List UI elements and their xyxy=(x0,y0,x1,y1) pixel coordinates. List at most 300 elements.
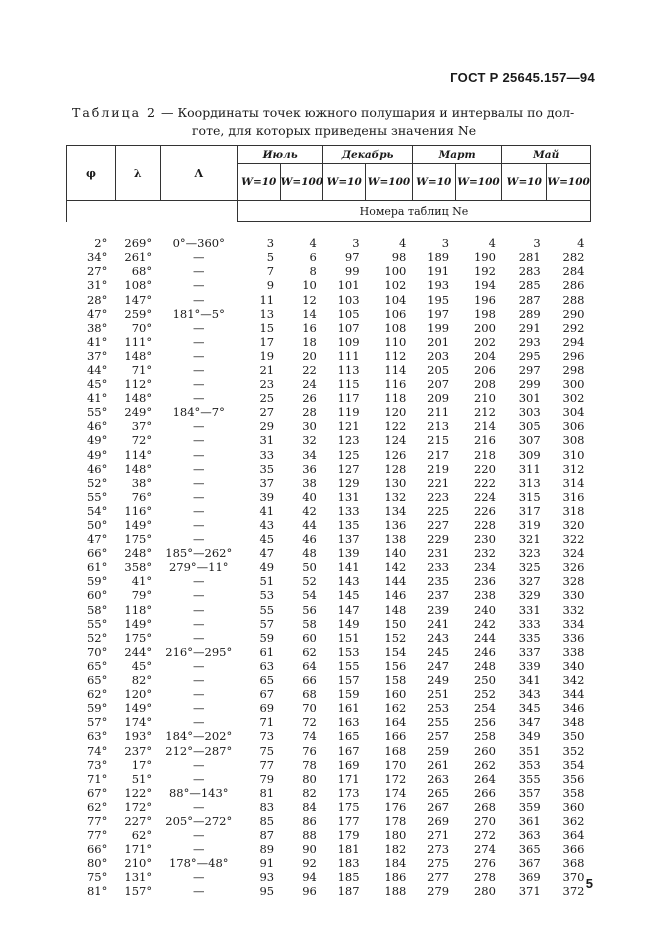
caption-line-1: — Координаты точек южного полушария и интервалы по дол- xyxy=(157,105,575,120)
cell-may-w100: 314 xyxy=(562,475,585,490)
cell-july-w100: 70 xyxy=(302,701,317,716)
cell-december-w100: 150 xyxy=(384,616,407,631)
caption-line-2: готе, для которых приведены значения Ne xyxy=(192,123,477,138)
header-month-december: Декабрь xyxy=(323,146,413,164)
cell-range: — xyxy=(193,447,205,462)
cell-december-w100: 128 xyxy=(384,461,407,476)
cell-phi: 27° xyxy=(86,264,108,279)
cell-range: — xyxy=(193,771,205,786)
table-row xyxy=(67,856,591,870)
cell-lambda: 193° xyxy=(124,729,153,744)
cell-phi: 55° xyxy=(86,489,108,504)
cell-july-w100: 18 xyxy=(302,334,317,349)
cell-july-w10: 35 xyxy=(259,461,275,476)
cell-december-w100: 144 xyxy=(384,574,407,589)
cell-march-w10: 217 xyxy=(427,447,450,462)
cell-july-w100: 20 xyxy=(302,348,317,363)
cell-july-w10: 77 xyxy=(259,757,275,772)
table-row xyxy=(67,405,591,419)
table-row xyxy=(67,758,591,772)
cell-may-w100: 286 xyxy=(562,278,585,293)
cell-december-w100: 124 xyxy=(384,433,407,448)
cell-phi: 49° xyxy=(86,447,108,462)
table-row xyxy=(67,391,591,405)
cell-december-w10: 105 xyxy=(337,306,360,321)
cell-phi: 37° xyxy=(86,348,108,363)
cell-december-w100: 164 xyxy=(384,715,407,730)
cell-phi: 55° xyxy=(86,405,108,420)
cell-lambda: 41° xyxy=(131,574,153,589)
cell-july-w10: 31 xyxy=(259,433,275,448)
header-w100: W=100 xyxy=(366,164,413,201)
cell-december-w10: 121 xyxy=(337,419,360,434)
table-row xyxy=(67,574,591,588)
cell-july-w10: 51 xyxy=(259,574,275,589)
cell-may-w10: 289 xyxy=(518,306,541,321)
cell-december-w10: 127 xyxy=(337,461,360,476)
cell-lambda: 248° xyxy=(124,546,153,561)
cell-december-w100: 136 xyxy=(384,518,407,533)
cell-lambda: 51° xyxy=(131,771,153,786)
cell-may-w100: 320 xyxy=(562,518,585,533)
cell-march-w10: 237 xyxy=(427,588,450,603)
cell-range: — xyxy=(193,250,205,265)
cell-july-w10: 7 xyxy=(266,264,275,279)
cell-july-w100: 50 xyxy=(302,560,317,575)
cell-range: — xyxy=(193,518,205,533)
cell-july-w100: 82 xyxy=(302,785,317,800)
cell-july-w10: 55 xyxy=(259,602,275,617)
table-caption xyxy=(72,104,592,140)
cell-range: — xyxy=(193,334,205,349)
cell-lambda: 82° xyxy=(131,673,153,688)
cell-phi: 61° xyxy=(86,560,108,575)
table-row xyxy=(67,476,591,490)
cell-december-w100: 184 xyxy=(384,856,407,871)
cell-december-w100: 170 xyxy=(384,757,407,772)
header-month-may: Май xyxy=(502,146,591,164)
cell-december-w100: 4 xyxy=(399,236,407,251)
cell-july-w10: 83 xyxy=(259,799,275,814)
cell-range: — xyxy=(193,687,205,702)
cell-july-w10: 25 xyxy=(259,391,275,406)
cell-december-w10: 135 xyxy=(337,518,360,533)
cell-july-w100: 48 xyxy=(302,546,317,561)
table-row xyxy=(67,307,591,321)
cell-december-w10: 125 xyxy=(337,447,360,462)
cell-phi: 63° xyxy=(86,729,108,744)
cell-march-w10: 203 xyxy=(427,348,450,363)
cell-july-w10: 69 xyxy=(259,701,275,716)
cell-phi: 28° xyxy=(86,292,108,307)
cell-phi: 44° xyxy=(86,362,108,377)
cell-phi: 66° xyxy=(86,546,108,561)
table-row xyxy=(67,250,591,264)
cell-may-w10: 359 xyxy=(518,799,541,814)
cell-phi: 65° xyxy=(86,658,108,673)
header-w100: W=100 xyxy=(455,164,502,201)
cell-phi: 52° xyxy=(86,475,108,490)
cell-march-w10: 241 xyxy=(427,616,450,631)
cell-range: — xyxy=(193,588,205,603)
cell-july-w10: 15 xyxy=(259,320,275,335)
table-row xyxy=(67,828,591,842)
cell-may-w10: 341 xyxy=(518,673,541,688)
table-row xyxy=(67,504,591,518)
cell-march-w10: 245 xyxy=(427,644,450,659)
cell-lambda: 358° xyxy=(124,560,153,575)
table-row xyxy=(67,814,591,828)
cell-may-w100: 330 xyxy=(562,588,585,603)
cell-may-w100: 356 xyxy=(562,771,585,786)
cell-lambda: 227° xyxy=(124,813,153,828)
table-row xyxy=(67,278,591,292)
cell-range: — xyxy=(193,574,205,589)
cell-phi: 80° xyxy=(86,856,108,871)
cell-july-w10: 49 xyxy=(259,560,275,575)
cell-may-w100: 298 xyxy=(562,362,585,377)
cell-phi: 55° xyxy=(86,616,108,631)
cell-december-w100: 154 xyxy=(384,644,407,659)
cell-march-w10: 271 xyxy=(427,828,450,843)
cell-july-w10: 73 xyxy=(259,729,275,744)
cell-july-w100: 88 xyxy=(302,828,317,843)
cell-may-w100: 358 xyxy=(562,785,585,800)
table-row xyxy=(67,292,591,306)
cell-december-w10: 111 xyxy=(337,348,360,363)
table-row xyxy=(67,349,591,363)
cell-march-w10: 235 xyxy=(427,574,450,589)
cell-may-w100: 296 xyxy=(562,348,585,363)
cell-march-w100: 216 xyxy=(473,433,496,448)
cell-march-w10: 251 xyxy=(427,687,450,702)
cell-range: 184°—7° xyxy=(172,405,225,420)
cell-december-w10: 153 xyxy=(337,644,360,659)
table-row xyxy=(67,546,591,560)
cell-may-w10: 281 xyxy=(518,250,541,265)
cell-december-w10: 107 xyxy=(337,320,360,335)
table-row xyxy=(67,715,591,729)
cell-may-w10: 285 xyxy=(518,278,541,293)
cell-range: — xyxy=(193,348,205,363)
cell-may-w10: 287 xyxy=(518,292,541,307)
cell-march-w100: 278 xyxy=(473,870,496,885)
cell-range: 205°—272° xyxy=(165,813,233,828)
cell-may-w100: 290 xyxy=(562,306,585,321)
cell-may-w100: 350 xyxy=(562,729,585,744)
cell-range: — xyxy=(193,377,205,392)
cell-march-w100: 240 xyxy=(473,602,496,617)
cell-december-w100: 138 xyxy=(384,532,407,547)
cell-march-w100: 280 xyxy=(473,884,496,899)
cell-december-w10: 133 xyxy=(337,503,360,518)
cell-phi: 81° xyxy=(86,884,108,899)
cell-lambda: 174° xyxy=(124,715,153,730)
cell-may-w10: 349 xyxy=(518,729,541,744)
cell-range: — xyxy=(193,503,205,518)
cell-july-w100: 66 xyxy=(302,673,317,688)
cell-march-w100: 214 xyxy=(473,419,496,434)
cell-december-w10: 119 xyxy=(337,405,360,420)
cell-march-w100: 234 xyxy=(473,560,496,575)
cell-july-w10: 29 xyxy=(259,419,275,434)
table-row xyxy=(67,603,591,617)
cell-july-w100: 34 xyxy=(302,447,317,462)
cell-lambda: 149° xyxy=(124,518,153,533)
cell-march-w100: 250 xyxy=(473,673,496,688)
cell-december-w10: 185 xyxy=(337,870,360,885)
table-row xyxy=(67,884,591,898)
cell-july-w100: 80 xyxy=(302,771,317,786)
cell-may-w100: 312 xyxy=(562,461,585,476)
cell-december-w10: 145 xyxy=(337,588,360,603)
cell-may-w10: 307 xyxy=(518,433,541,448)
cell-phi: 41° xyxy=(86,391,108,406)
cell-december-w10: 129 xyxy=(337,475,360,490)
cell-march-w100: 198 xyxy=(473,306,496,321)
cell-march-w100: 208 xyxy=(473,377,496,392)
cell-july-w100: 36 xyxy=(302,461,317,476)
cell-july-w100: 84 xyxy=(302,799,317,814)
cell-phi: 74° xyxy=(86,743,108,758)
table-row xyxy=(67,236,591,250)
table-row xyxy=(67,588,591,602)
cell-july-w10: 17 xyxy=(259,334,275,349)
cell-phi: 62° xyxy=(86,687,108,702)
cell-range: — xyxy=(193,362,205,377)
cell-december-w10: 159 xyxy=(337,687,360,702)
cell-lambda: 70° xyxy=(131,320,153,335)
cell-march-w10: 265 xyxy=(427,785,450,800)
cell-lambda: 175° xyxy=(124,532,153,547)
cell-phi: 2° xyxy=(94,236,108,251)
cell-march-w100: 206 xyxy=(473,362,496,377)
cell-july-w10: 53 xyxy=(259,588,275,603)
cell-march-w10: 195 xyxy=(427,292,450,307)
cell-may-w10: 295 xyxy=(518,348,541,363)
cell-phi: 77° xyxy=(86,813,108,828)
cell-lambda: 17° xyxy=(131,757,153,772)
cell-july-w100: 68 xyxy=(302,687,317,702)
cell-march-w100: 242 xyxy=(473,616,496,631)
header-w10: W=10 xyxy=(412,164,455,201)
document-standard-header: ГОСТ Р 25645.157—94 xyxy=(450,70,595,85)
cell-december-w100: 140 xyxy=(384,546,407,561)
cell-range: 181°—5° xyxy=(172,306,225,321)
cell-july-w10: 27 xyxy=(259,405,275,420)
cell-march-w100: 260 xyxy=(473,743,496,758)
header-month-july: Июль xyxy=(237,146,322,164)
cell-range: — xyxy=(193,701,205,716)
cell-may-w10: 301 xyxy=(518,391,541,406)
table-row xyxy=(67,321,591,335)
cell-march-w10: 221 xyxy=(427,475,450,490)
cell-range: — xyxy=(193,842,205,857)
table-row xyxy=(67,377,591,391)
cell-july-w10: 67 xyxy=(259,687,275,702)
cell-march-w100: 202 xyxy=(473,334,496,349)
cell-july-w100: 54 xyxy=(302,588,317,603)
cell-phi: 52° xyxy=(86,630,108,645)
cell-march-w100: 254 xyxy=(473,701,496,716)
cell-december-w10: 99 xyxy=(344,264,360,279)
table-body xyxy=(67,222,591,899)
cell-july-w100: 92 xyxy=(302,856,317,871)
cell-december-w10: 179 xyxy=(337,828,360,843)
cell-may-w100: 294 xyxy=(562,334,585,349)
cell-may-w100: 288 xyxy=(562,292,585,307)
cell-phi: 57° xyxy=(86,715,108,730)
cell-range: 279°—11° xyxy=(168,560,229,575)
cell-lambda: 116° xyxy=(124,503,153,518)
cell-may-w100: 328 xyxy=(562,574,585,589)
cell-december-w10: 147 xyxy=(337,602,360,617)
cell-december-w100: 108 xyxy=(384,320,407,335)
cell-december-w10: 163 xyxy=(337,715,360,730)
cell-may-w100: 306 xyxy=(562,419,585,434)
cell-range: — xyxy=(193,799,205,814)
header-w10: W=10 xyxy=(502,164,547,201)
cell-march-w10: 211 xyxy=(427,405,450,420)
cell-phi: 31° xyxy=(86,278,108,293)
cell-july-w10: 95 xyxy=(259,884,275,899)
cell-lambda: 244° xyxy=(124,644,153,659)
cell-may-w10: 321 xyxy=(518,532,541,547)
cell-may-w10: 367 xyxy=(518,856,541,871)
cell-may-w10: 355 xyxy=(518,771,541,786)
cell-july-w10: 37 xyxy=(259,475,275,490)
cell-march-w10: 205 xyxy=(427,362,450,377)
cell-may-w100: 362 xyxy=(562,813,585,828)
cell-range: — xyxy=(193,616,205,631)
cell-may-w100: 332 xyxy=(562,602,585,617)
cell-may-w100: 344 xyxy=(562,687,585,702)
cell-may-w100: 340 xyxy=(562,658,585,673)
cell-range: — xyxy=(193,433,205,448)
cell-december-w10: 117 xyxy=(337,391,360,406)
cell-december-w100: 182 xyxy=(384,842,407,857)
cell-december-w100: 134 xyxy=(384,503,407,518)
cell-july-w100: 56 xyxy=(302,602,317,617)
cell-may-w100: 282 xyxy=(562,250,585,265)
table-row xyxy=(67,264,591,278)
cell-december-w10: 139 xyxy=(337,546,360,561)
header-range: Λ xyxy=(160,146,237,201)
cell-march-w10: 225 xyxy=(427,503,450,518)
cell-phi: 38° xyxy=(86,320,108,335)
cell-march-w10: 273 xyxy=(427,842,450,857)
cell-march-w100: 272 xyxy=(473,828,496,843)
cell-range: — xyxy=(193,320,205,335)
cell-december-w100: 120 xyxy=(384,405,407,420)
cell-phi: 75° xyxy=(86,870,108,885)
cell-march-w100: 264 xyxy=(473,771,496,786)
cell-march-w10: 275 xyxy=(427,856,450,871)
cell-march-w10: 209 xyxy=(427,391,450,406)
cell-lambda: 120° xyxy=(124,687,153,702)
cell-march-w100: 266 xyxy=(473,785,496,800)
page-number: 5 xyxy=(585,876,593,891)
cell-range: 216°—295° xyxy=(165,644,233,659)
cell-december-w10: 157 xyxy=(337,673,360,688)
cell-phi: 34° xyxy=(86,250,108,265)
cell-march-w100: 230 xyxy=(473,532,496,547)
cell-december-w10: 187 xyxy=(337,884,360,899)
table-row xyxy=(67,433,591,447)
table-row xyxy=(67,560,591,574)
header-phi: φ xyxy=(67,146,116,201)
table-row xyxy=(67,419,591,433)
table-row xyxy=(67,687,591,701)
cell-range: — xyxy=(193,673,205,688)
cell-march-w100: 218 xyxy=(473,447,496,462)
cell-march-w10: 223 xyxy=(427,489,450,504)
cell-range: 178°—48° xyxy=(168,856,229,871)
cell-july-w10: 3 xyxy=(266,236,275,251)
cell-range: — xyxy=(193,292,205,307)
cell-march-w100: 224 xyxy=(473,489,496,504)
cell-lambda: 249° xyxy=(124,405,153,420)
cell-may-w10: 323 xyxy=(518,546,541,561)
cell-december-w100: 114 xyxy=(384,362,407,377)
cell-july-w10: 47 xyxy=(259,546,275,561)
cell-march-w10: 263 xyxy=(427,771,450,786)
table-row xyxy=(67,701,591,715)
cell-phi: 58° xyxy=(86,602,108,617)
cell-may-w10: 299 xyxy=(518,377,541,392)
table-row xyxy=(67,518,591,532)
cell-march-w100: 220 xyxy=(473,461,496,476)
cell-july-w100: 78 xyxy=(302,757,317,772)
cell-december-w10: 167 xyxy=(337,743,360,758)
cell-march-w10: 249 xyxy=(427,673,450,688)
cell-may-w100: 370 xyxy=(562,870,585,885)
cell-july-w10: 41 xyxy=(259,503,275,518)
cell-range: — xyxy=(193,391,205,406)
cell-march-w100: 276 xyxy=(473,856,496,871)
cell-march-w100: 196 xyxy=(473,292,496,307)
cell-july-w100: 90 xyxy=(302,842,317,857)
header-month-march: Март xyxy=(412,146,502,164)
cell-march-w10: 257 xyxy=(427,729,450,744)
cell-december-w100: 116 xyxy=(384,377,407,392)
cell-may-w100: 310 xyxy=(562,447,585,462)
cell-may-w10: 315 xyxy=(518,489,541,504)
cell-range: — xyxy=(193,658,205,673)
cell-december-w10: 101 xyxy=(337,278,360,293)
cell-may-w10: 369 xyxy=(518,870,541,885)
cell-range: — xyxy=(193,475,205,490)
cell-july-w10: 91 xyxy=(259,856,275,871)
cell-may-w10: 325 xyxy=(518,560,541,575)
cell-december-w10: 181 xyxy=(337,842,360,857)
table-row xyxy=(67,870,591,884)
cell-range: — xyxy=(193,630,205,645)
table-row xyxy=(67,617,591,631)
cell-july-w10: 79 xyxy=(259,771,275,786)
cell-july-w10: 23 xyxy=(259,377,275,392)
cell-march-w100: 210 xyxy=(473,391,496,406)
cell-may-w100: 284 xyxy=(562,264,585,279)
cell-december-w10: 183 xyxy=(337,856,360,871)
cell-december-w100: 172 xyxy=(384,771,407,786)
cell-march-w100: 222 xyxy=(473,475,496,490)
cell-december-w10: 169 xyxy=(337,757,360,772)
cell-march-w100: 246 xyxy=(473,644,496,659)
cell-lambda: 72° xyxy=(131,433,153,448)
cell-may-w100: 322 xyxy=(562,532,585,547)
cell-july-w100: 86 xyxy=(302,813,317,828)
